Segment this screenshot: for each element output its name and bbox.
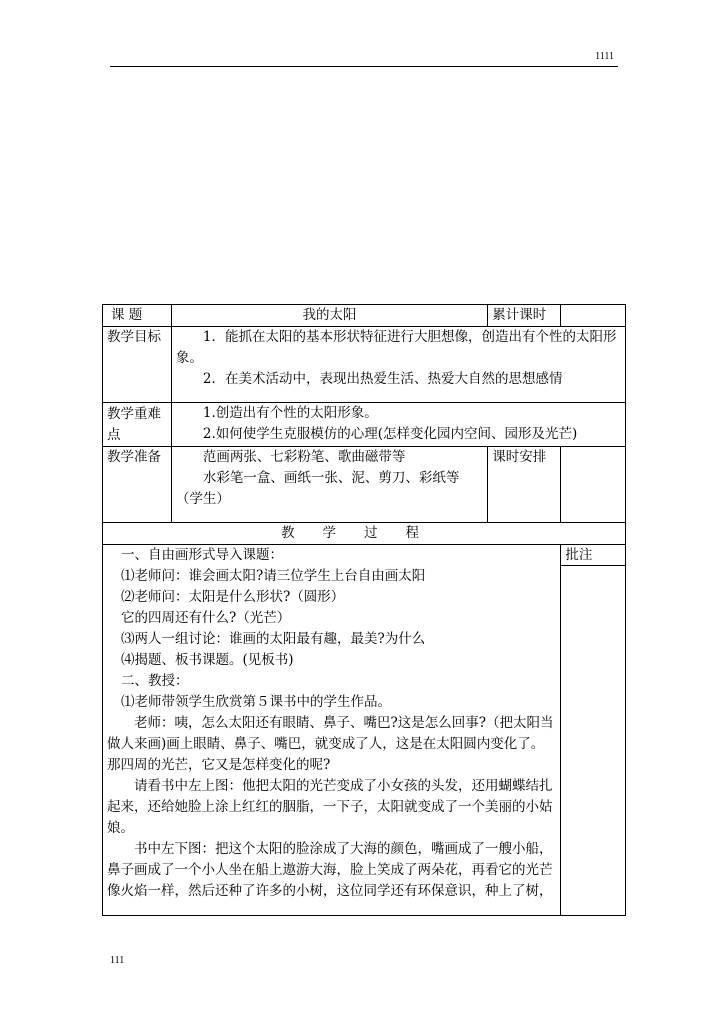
process-line: ⑶两人一组讨论：谁画的太阳最有趣，最美?为什么	[121, 631, 426, 647]
topic-row	[103, 305, 626, 327]
key-row	[103, 403, 626, 447]
goal-label: 教学目标	[103, 327, 172, 403]
process-line: ⑴老师问：谁会画太阳?请三位学生上台自由画太阳	[121, 568, 426, 584]
prep-content	[171, 447, 487, 523]
process-line: 它的四周还有什么?（光芒）	[121, 610, 291, 626]
process-title: 教学过程	[103, 523, 626, 545]
key-line-1: 1.创造出有个性的太阳形象。	[202, 405, 378, 421]
prep-label: 教学准备	[103, 447, 172, 523]
process-content	[103, 545, 561, 916]
goal-row	[103, 327, 626, 403]
process-line: 二、教授：	[121, 673, 189, 689]
process-line: 一、自由画形式导入课题：	[121, 547, 283, 563]
footer-page-code: 111	[110, 955, 125, 966]
key-label: 教学重难点	[103, 403, 172, 447]
process-line: ⑵老师问：太阳是什么形状?（圆形）	[121, 589, 345, 605]
prep-line-2: 水彩笔一盒、画纸一张、泥、剪刀、彩纸等（学生）	[175, 470, 460, 507]
process-title-row	[103, 523, 626, 545]
process-paragraph: 书中左下图：把这个太阳的脸涂成了大海的颜色，嘴画成了一艘小船，鼻子画成了一个小人坐在船上遨游大海，脸上笑成了两朵花，再看它的光芒像火焰一样，然后还种了许多的小树，这位同学还有环保意识，种上了树，	[107, 841, 553, 899]
prep-row	[103, 447, 626, 523]
goal-line-1: 1．能抓在太阳的基本形状特征进行大胆想像，创造出有个性的太阳形象。	[175, 329, 617, 366]
process-paragraph: 请看书中左上图：他把太阳的光芒变成了小女孩的头发，还用蝴蝶结扎起来，还给她脸上涂上红红的胭脂，一下子，太阳就变成了一个美丽的小姑娘。	[107, 778, 553, 836]
goal-content	[171, 327, 625, 403]
header-page-code: 1111	[595, 51, 614, 62]
key-line-2: 2.如何使学生克服模仿的心理(怎样变化园内空间、园形及光芒)	[202, 426, 578, 442]
schedule-label: 课时安排	[488, 447, 561, 523]
schedule-value	[561, 447, 626, 523]
hours-value	[561, 305, 626, 327]
notes-label: 批注	[561, 545, 625, 566]
lesson-plan-table	[102, 304, 626, 916]
topic-value: 我的太阳	[171, 305, 487, 327]
goal-line-2: 2．在美术活动中，表现出热爱生活、热爱大自然的思想感情	[202, 371, 563, 387]
process-row	[103, 545, 626, 916]
prep-line-1: 范画两张、七彩粉笔、歌曲磁带等	[202, 449, 406, 465]
header-rule	[110, 66, 618, 67]
process-line: ⑴老师带领学生欣赏第５课书中的学生作品。	[121, 694, 391, 710]
notes-column	[561, 545, 626, 916]
process-line: ⑷揭题、板书课题。(见板书)	[121, 652, 294, 668]
topic-label: 课 题	[103, 305, 172, 327]
process-paragraph: 老师：咦，怎么太阳还有眼睛、鼻子、嘴巴?这是怎么回事?（把太阳当做人来画)画上眼睛、鼻子、嘴巴，就变成了人，这是在太阳圆内变化了。那四周的光芒，它又是怎样变化的呢?	[107, 715, 554, 773]
hours-label: 累计课时	[488, 305, 561, 327]
key-content	[171, 403, 625, 447]
